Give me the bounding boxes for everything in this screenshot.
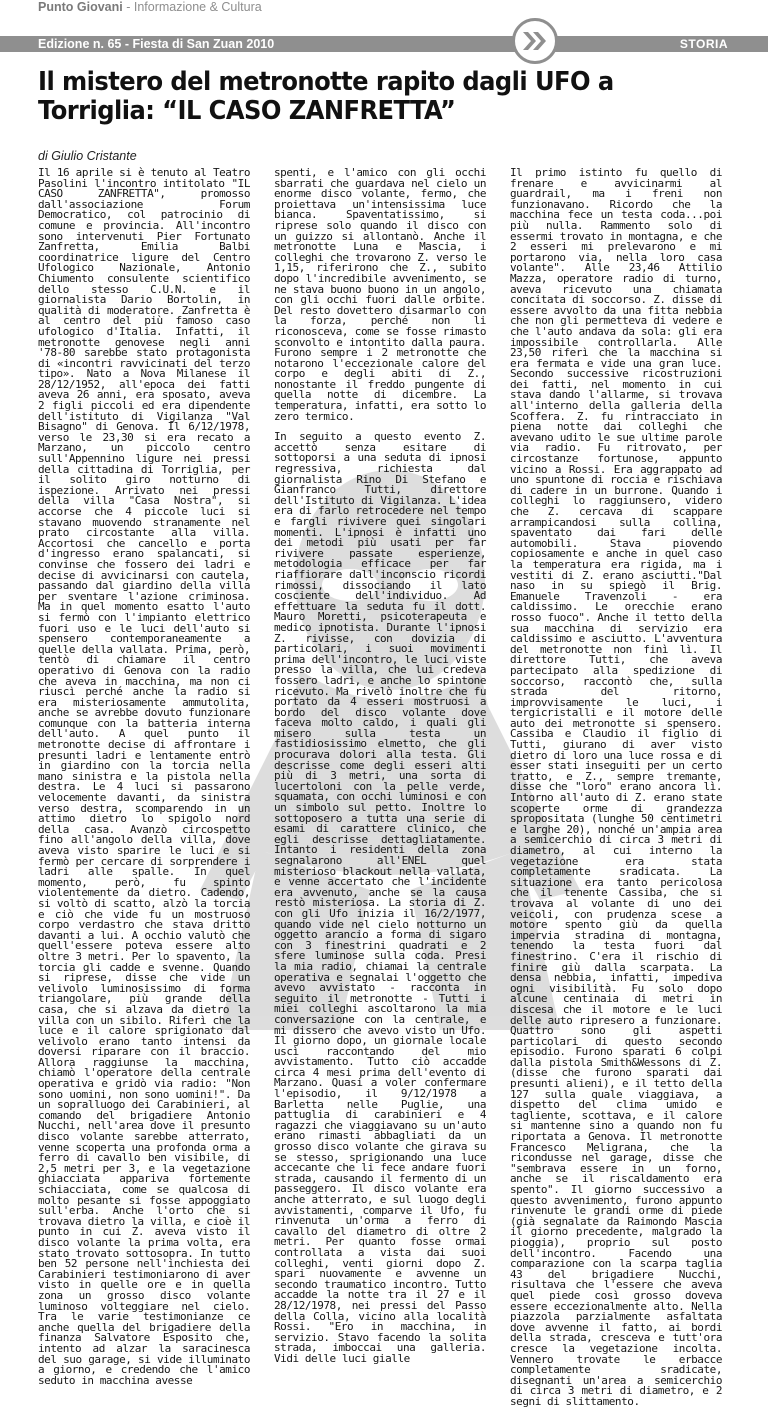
article-byline: di Giulio Cristante — [38, 149, 137, 163]
publication-name: Punto Giovani — [38, 0, 123, 14]
publication-tagline: - Informazione & Cultura — [122, 0, 262, 14]
paragraph: Il 16 aprile si è tenuto al Teatro Pasolini l'incontro intitolato "IL CASO ZANFRETTA", promosso dall'associazione Forum Democratico, col patrocinio di comune e provincia. All'incontro sono intervenuti Pier Fortunato Zanfretta, Emilia Balbi coordinatrice ligure del Centro Ufologico Nazionale, Antonio Chiumento consulente scientifico dello stesso C.U.N. e il giornalista Dario Bortolin, in qualità di moderatore. Zanfretta è al centro del più famoso caso ufologico d'Italia. Infatti, il metronotte genovese negli anni '78-80 sarebbe stato protagonista di «incontri ravvicinati del terzo tipo». Nato a Nova Milanese il 28/12/1952, all'epoca dei fatti aveva 26 anni, era sposato, aveva 2 figli piccoli ed era dipendente dell'istituto di Vigilanza "Val Bisagno" di Genova. Il 6/12/1978, verso le 23,30 si era recato a Marzano, un piccolo centro sull'Appennino ligure nei pressi della cittadina di Torriglia, per il solito giro notturno di ispezione. Arrivato nei pressi della villa "Casa Nostra", si accorse che 4 piccole luci si stavano muovendo stranamente nel prato circostante alla villa. Accortosi che cancello e porta d'ingresso erano spalancati, si convinse che fossero dei ladri e decise di avvicinarsi con cautela, passando dal giardino della villa per sventare l'azione criminosa. Ma in quel momento esatto l'auto si fermò con l'impianto elettrico fuori uso e le luci dell'auto si spensero contemporaneamente a quelle della vallata. Prima, però, tentò di chiamare il centro operativo di Genova con la radio che aveva in macchina, ma non ci riuscì perché anche la radio si era misteriosamente ammutolita, anche se avrebbe dovuto funzionare comunque con la batteria interna dell'auto. A quel punto il metronotte decise di affrontare i presunti ladri e lentamente entrò in giardino con la torcia nella mano sinistra e la pistola nella destra. Le 4 luci si passarono velocemente davanti, da sinistra verso destra, scomparendo in un attimo dietro lo spigolo nord della casa. Avanzò circospetto fino all'angolo della villa, dove aveva visto sparire le luci e si fermò per cercare di sorprendere i ladri alle spalle. In quel momento, però, fu spinto violentemente da dietro. Cadendo, si voltò di scatto, alzò la torcia e ciò che vide fu un mostruoso corpo verdastro che stava dritto davanti a lui. A occhio valutò che quell'essere poteva essere alto oltre 3 metri. Per lo spavento, la torcia gli cadde e svenne. Quando si riprese, disse che vide un velivolo luminosissimo di forma triangolare, più grande della casa, che si alzava da dietro la villa con un sibilo. Riferì che la luce e il calore sprigionato dal velivolo erano tanto intensi da doversi riparare con il braccio. Allora raggiunse la macchina, chiamò l'operatore della centrale operativa e gridò via radio: "Non sono uomini, non sono uomini!". Da un sopralluogo dei Carabinieri, al comando del brigadiere Antonio Nucchi, nell'area dove il presunto disco volante sarebbe atterrato, venne scoperta una profonda orma a ferro di cavallo ben visibile, di 2,5 metri per 3, e la vegetazione ghiacciata appariva fortemente schiacciata, come se qualcosa di molto pesante si fosse appoggiato sull'erba. Anche l'orto che si trovava dietro la villa, e cioè il punto in cui Z. aveva visto il disco volante la prima volta, era stato trovato sottosopra. In tutto ben 52 persone nell'inchiesta dei Carabinieri testimoniarono di aver visto in quelle ore e in quella zona un grosso disco volante luminoso volteggiare nel cielo. Tra le varie testimonianze ce anche quella del brigadiere della finanza Salvatore Esposito che, intento ad alzar la saracinesca del suo garage, si vide illuminato a giorno, e credendo che l'amico seduto in macchina avesse — [38, 166, 250, 1387]
paragraph: spenti, e l'amico con gli occhi sbarrati che guardava nel cielo un enorme disco volante, fermo, che proiettava un'intensissima luce bianca. Spaventatissimo, si riprese solo quando il disco con un guizzo si allontanò. Anche il metronotte Luna e Mascia, i colleghi che trovarono Z. verso le 1,15, riferirono che Z., subito dopo l'incredibile avvenimento, se ne stava buono buono in un angolo, con gli occhi fuori dalle orbite. Del resto dovettero disarmarlo con la forza, perché non li riconosceva, come se fosse rimasto sconvolto e intontito dalla paura. Furono sempre i 2 metronotte che notarono l'eccezionale calore del corpo e degli abiti di Z., nonostante il freddo pungente di quella notte di dicembre. La temperatura, infatti, era sotto lo zero termico. — [274, 166, 486, 423]
paragraph: In seguito a questo evento Z. accettò senza esitare di sottoporsi a una seduta di ipnosi regressiva, richiesta dal giornalista Rino Di Stefano e Gianfranco Tutti, direttore dell'Istituto di Vigilanza. L'idea era di farlo retrocedere nel tempo e fargli rivivere quei singolari momenti. L'ipnosi è infatti uno dei metodi più usati per far rivivere passate esperienze, metodologia efficace per far riaffiorare dall'inconscio ricordi rimossi, dissociando il lato cosciente dell'individuo. Ad effettuare la seduta fu il dott. Mauro Moretti, psicoterapeuta e medico ipnotista. Durante l'ipnosi Z. rivisse, con dovizia di particolari, i suoi movimenti prima dell'incontro, le luci viste presso la villa, che lui credeva fossero ladri, e anche lo spintone ricevuto. Ma rivelò inoltre che fu portato da 4 esseri mostruosi a bordo del disco volante dove faceva molto caldo, i quali gli misero sulla testa un fastidiosissimo elmetto, che gli procurava dolori alla testa. Gli descrisse come degli esseri alti più di 3 metri, una sorta di lucertoloni con la pelle verde, squamata, con occhi luminosi e con un simbolo sul petto. Inoltre lo sottoposero a tutta una serie di esami di carattere clinico, che egli descrisse dettagliatamente. Intanto i residenti della zona segnalarono all'ENEL quel misterioso blackout nella vallata, e venne accertato che l'incidente era avvenuto, anche se la causa restò misteriosa. La storia di Z. con gli Ufo inizia il 16/2/1977, quando vide nel cielo notturno un oggetto arancio a forma di sigaro con 3 finestrini quadrati e 2 sfere luminose sulla coda. Presi la mia radio, chiamai la centrale operativa e segnalai l'oggetto che avevo avvistato - racconta in seguito il metronotte - Tutti i miei colleghi ascoltarono la mia conversazione con la centrale, e mi dissero che avevo visto un Ufo. Il giorno dopo, un giornale locale uscì raccontando del mio avvistamento. Tutto ciò accadde circa 4 mesi prima dell'evento di Marzano. Quasi a voler confermare l'episodio, il 9/12/1978 a Barletta nelle Puglie, una pattuglia di carabinieri e 4 ragazzi che viaggiavano su un'auto erano rimasti abbagliati da un grosso disco volante che girava su se stesso, sprigionando una luce accecante che li fece andare fuori strada, causando il fermento di un passeggero. Il disco volante era anche atterrato, e sul luogo degli avvistamenti, comparve il Ufo, fu rinvenuta un'orma a ferro di cavallo del diametro di oltre 2 metri. Per quanto fosse ormai controllata a vista dai suoi colleghi, venti giorni dopo Z. spari nuovamente e avvenne un secondo traumatico incontro. Tutto accadde la notte tra il 27 e il 28/12/1978, nei pressi del Passo della Colla, vicino alla località Rossi. "Ero in macchina, in servizio. Stavo facendo la solita strada, imboccai una galleria. Vidi delle luci gialle — [274, 430, 486, 1365]
article-column-3 — [510, 166, 722, 1408]
article-column-2 — [274, 166, 486, 1365]
edition-line — [38, 22, 728, 52]
edition-label: Edizione n. 65 - Fiesta di San Zuan 2010 — [38, 37, 275, 51]
section-label: STORIA — [679, 37, 728, 51]
publication-line — [38, 0, 728, 14]
paragraph: Il primo istinto fu quello di frenare e avvicinarmi al guardrail, ma i freni non funzionavano. Ricordo che la macchina fece un testa coda...poi più nulla. Rammento solo di essermi trovato in montagna, e che 2 esseri mi prelevarono e mi portarono via, nella loro casa volante". Alle 23,46 Attilio Mazza, operatore radio di turno, aveva ricevuto una chiamata concitata di soccorso. Z. disse di essere avvolto da una fitta nebbia che non gli permetteva di vedere e che l'auto andava da sola: gli era impossibile controllarla. Alle 23,50 riferì che la macchina si era fermata e vide una gran luce. Secondo successive ricostruzioni dei fatti, nel momento in cui stava dando l'allarme, si trovava all'interno della galleria della Scoffera. Z. fu rintracciato in piena notte dai colleghi che avevano udito le sue ultime parole via radio. Fu ritrovato, per circostanze fortunose, appunto vicino a Rossi. Era aggrappato ad uno spuntone di roccia e rischiava di cadere in un burrone. Quando i colleghi lo raggiunsero, videro che Z. cercava di scappare arrampicandosi sulla collina, spaventato dai fari delle automobili. Stava piovendo copiosamente e anche in quel caso la temperatura era rigida, ma i vestiti di Z. erano asciutti."Dal naso in su spiegò il Brig. Emanuele Travenzoli - era caldissimo. Le orecchie erano rosso fuoco". Anche il tetto della sua macchina di servizio era caldissimo e asciutto. L'avventura del metronotte non finì lì. Il direttore Tutti, che aveva partecipato alla spedizione di soccorso, raccontò che, sulla strada del ritorno, improvvisamente le luci, i tergicristalli e il motore delle auto dei metronotte si spensero. Cassiba e Claudio il figlio di Tutti, giurano di aver visto dietro di loro una luce rossa e di esser stati inseguiti per un certo tratto, e Z., sempre tremante, disse che "loro" erano ancora lì. Intorno all'auto di Z. erano state scoperte orme di grandezza spropositata (lunghe 50 centimetri e larghe 20), nonché un'ampia area a semicerchio di circa 3 metri di diametro, al cui interno la vegetazione era stata completamente sradicata. La situazione era tanto pericolosa che il tenente Cassiba, che si trovava al volante di uno dei veicoli, con prudenza scese a motore spento giù da quella impervia stradina di montagna, tenendo la testa fuori dal finestrino. C'era il rischio di finire giù dalla scarpata. La densa nebbia, infatti, impediva ogni visibilità. Fu solo dopo alcune centinaia di metri in discesa che il motore e le luci delle auto ripresero a funzionare. Quattro sono gli aspetti particolari di questo secondo episodio. Furono sparati 6 colpi dalla pistola Smith&Wessons di Z. (disse che furono sparati dai presunti alieni), e il tetto della 127 sulla quale viaggiava, a dispetto del clima umido e tagliente, scottava, e il calore si mantenne sino a quando non fu riportata a Genova. Il metronotte Francesco Meligrana, che la ricondusse nel garage, disse che "sembrava essere in un forno, anche se il riscaldamento era spento". Il giorno successivo a questo avvenimento, furono appunto rinvenute le grandi orme di piede (già segnalate da Raimondo Mascia il giorno precedente, malgrado la pioggia), proprio sul posto dell'incontro. Facendo una comparazione con la scarpa taglia 43 del brigadiere Nucchi, risultava che l'essere che aveva quel piede così grosso doveva essere eccezionalmente alto. Nella piazzola parzialmente asfaltata dove avvenne il fatto, ai bordi della strada, cresceva e tutt'ora cresce la vegetazione incolta. Vennero trovate le erbacce completamente sradicate, disegnanti un'area a semicerchio di circa 3 metri di diametro, e 2 segni di slittamento. — [510, 166, 722, 1408]
article-column-1 — [38, 166, 250, 1387]
double-chevron-icon — [512, 18, 558, 64]
article-title: Il mistero del metronotte rapito dagli UFO a Torriglia: “IL CASO ZANFRETTA” — [38, 67, 614, 126]
